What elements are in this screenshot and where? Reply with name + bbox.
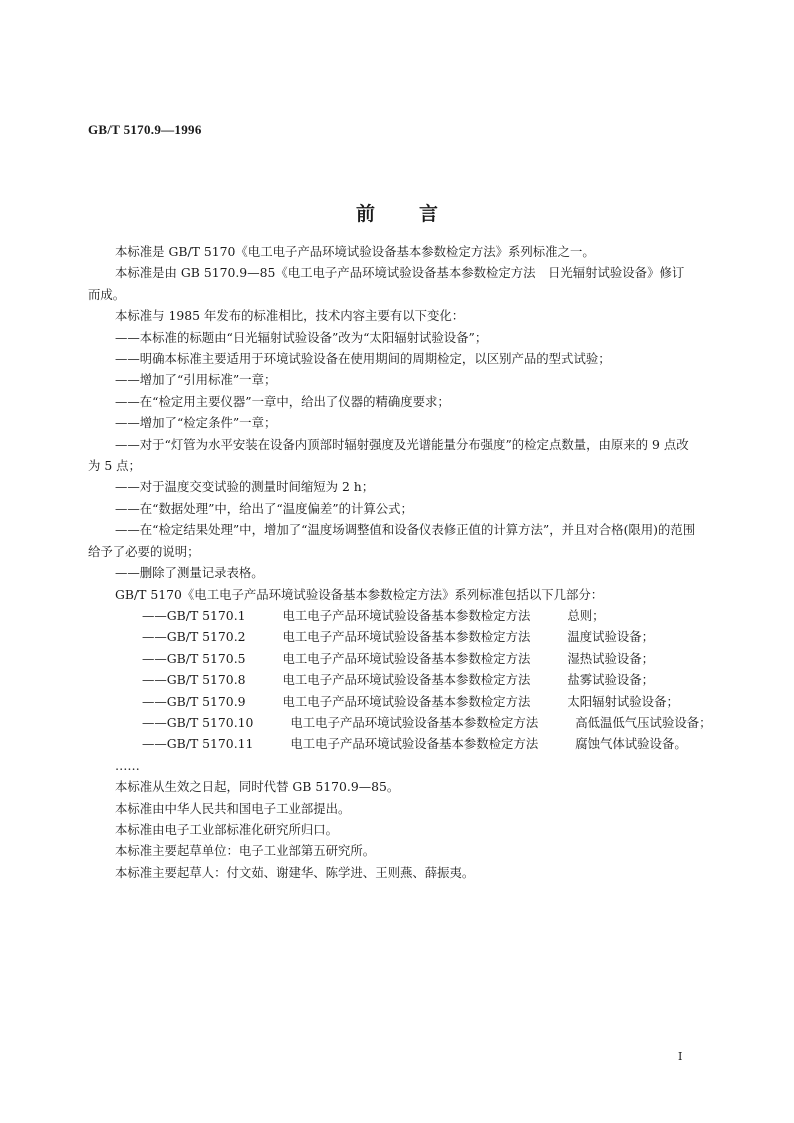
paragraph-drafting-unit: 本标准主要起草单位：电子工业部第五研究所。 [115, 843, 376, 859]
list-item [88, 669, 696, 690]
paragraph-drafters: 本标准主要起草人：付文茹、谢建华、陈学进、王则燕、薛振夷。 [115, 864, 475, 880]
paragraph-effective: 本标准从生效之日起，同时代替 GB 5170.9—85。 [115, 779, 400, 795]
part-subtitle: 太阳辐射试验设备； [567, 693, 679, 709]
part-subtitle: 腐蚀气体试验设备。 [575, 736, 687, 752]
part-code: ——GB/T 5170.11 [142, 736, 254, 752]
list-item: ——增加了“引用标准”一章； [115, 372, 277, 388]
page-number: I [678, 1050, 683, 1063]
part-method: 电工电子产品环境试验设备基本参数检定方法 [282, 650, 531, 666]
part-subtitle: 高低温低气压试验设备； [575, 714, 712, 730]
paragraph-administered-by: 本标准由电子工业部标准化研究所归口。 [115, 821, 339, 837]
part-subtitle: 盐雾试验设备； [567, 672, 655, 688]
part-method: 电工电子产品环境试验设备基本参数检定方法 [282, 629, 531, 645]
part-code: ——GB/T 5170.2 [142, 629, 246, 645]
part-method: 电工电子产品环境试验设备基本参数检定方法 [282, 672, 531, 688]
part-subtitle: 湿热试验设备； [567, 650, 655, 666]
changes-list [88, 327, 696, 584]
list-item: ——本标准的标题由“日光辐射试验设备”改为“太阳辐射试验设备”； [115, 329, 488, 345]
paragraph-changes-intro: 本标准与 1985 年发布的标准相比，技术内容主要有以下变化： [115, 308, 465, 324]
list-item: ——增加了“检定条件”一章； [115, 415, 277, 431]
part-code: ——GB/T 5170.8 [142, 672, 246, 688]
part-subtitle: 温度试验设备； [567, 629, 655, 645]
list-item: ——在“检定用主要仪器”一章中，给出了仪器的精确度要求； [115, 393, 450, 409]
list-item [88, 712, 712, 733]
closing-paragraphs [88, 776, 696, 883]
part-method: 电工电子产品环境试验设备基本参数检定方法 [290, 736, 539, 752]
part-method: 电工电子产品环境试验设备基本参数检定方法 [282, 693, 531, 709]
part-code: ——GB/T 5170.10 [142, 714, 254, 730]
series-intro: GB/T 5170《电工电子产品环境试验设备基本参数检定方法》系列标准包括以下几部分： [115, 586, 604, 602]
list-item [88, 733, 696, 754]
list-item [88, 648, 696, 669]
paragraph-revision: 本标准是由 GB 5170.9—85《电工电子产品环境试验设备基本参数检定方法 日光辐射试验设备》修订而成。 [88, 265, 685, 302]
list-item: ——删除了测量记录表格。 [115, 565, 264, 581]
list-item: ——在“数据处理”中，给出了“温度偏差”的计算公式； [115, 500, 413, 516]
parts-list [88, 605, 712, 755]
paragraph-proposed-by: 本标准由中华人民共和国电子工业部提出。 [115, 800, 351, 816]
list-item: ——在“检定结果处理”中，增加了“温度场调整值和设备仪表修正值的计算方法”，并且对合格(限用)的范围给予了必要的说明； [88, 522, 696, 559]
page-title: 前言 [355, 203, 482, 225]
ellipsis: …… [115, 757, 140, 773]
document-body [88, 241, 712, 883]
part-method: 电工电子产品环境试验设备基本参数检定方法 [290, 714, 539, 730]
standard-code: GB/T 5170.9—1996 [88, 122, 202, 137]
list-item [88, 605, 696, 626]
paragraph-intro: 本标准是 GB/T 5170《电工电子产品环境试验设备基本参数检定方法》系列标准之一。 [115, 244, 595, 259]
list-item: ——对于温度交变试验的测量时间缩短为 2 h； [115, 479, 375, 495]
list-item [88, 626, 696, 647]
part-method: 电工电子产品环境试验设备基本参数检定方法 [282, 607, 531, 623]
list-item: ——对于“灯管为水平安装在设备内顶部时辐射强度及光谱能量分布强度”的检定点数量，由原来的 9 点改为 5 点； [88, 436, 689, 474]
part-code: ——GB/T 5170.9 [142, 693, 246, 709]
part-code: ——GB/T 5170.1 [142, 607, 246, 623]
list-item [88, 691, 696, 712]
list-item: ——明确本标准主要适用于环境试验设备在使用期间的周期检定，以区别产品的型式试验； [115, 351, 611, 367]
part-code: ——GB/T 5170.5 [142, 650, 246, 666]
part-subtitle: 总则； [567, 607, 605, 623]
